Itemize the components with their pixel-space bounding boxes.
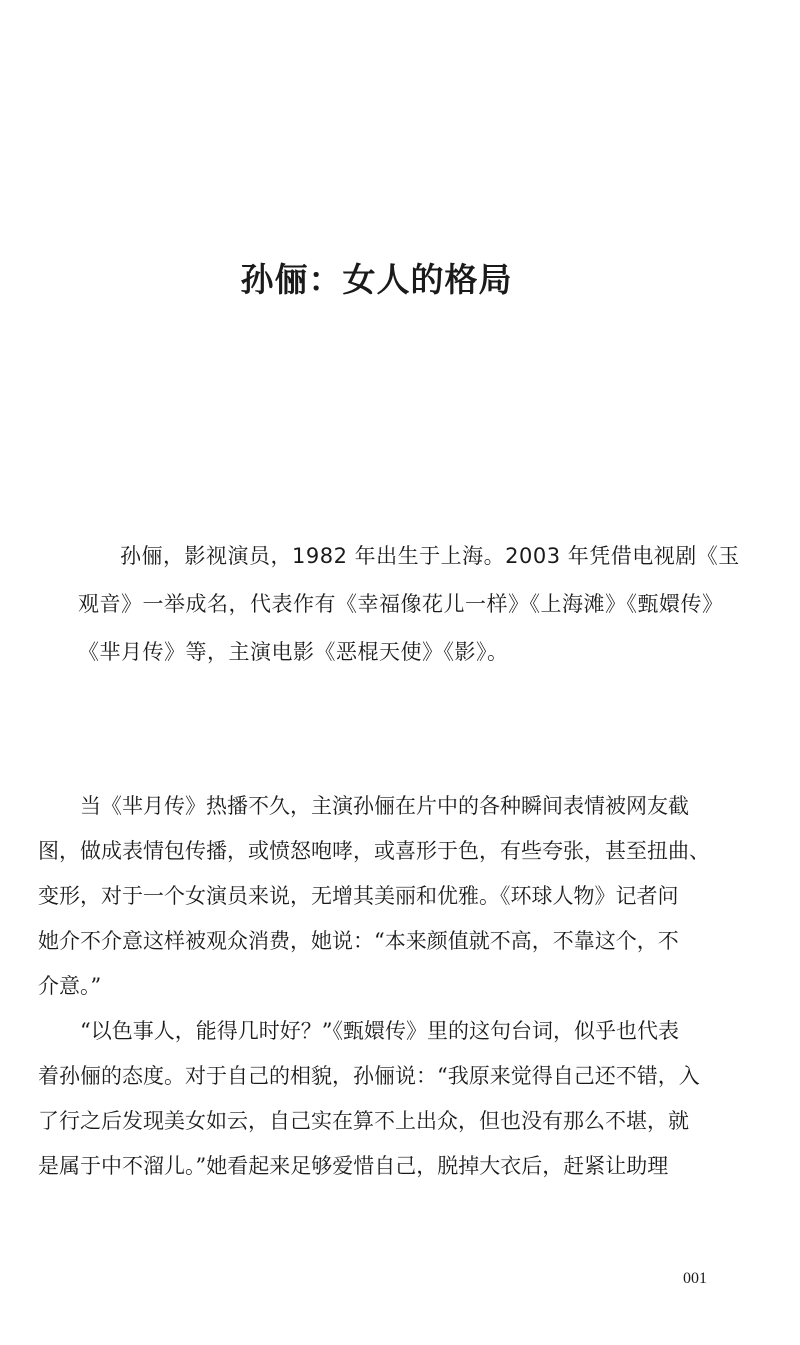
text-line: 当《芈月传》热播不久，主演孙俪在片中的各种瞬间表情被网友截 xyxy=(80,794,689,818)
author-intro xyxy=(78,532,740,676)
intro-line: 孙俪，影视演员，1982 年出生于上海。2003 年凭借电视剧《玉 xyxy=(120,544,740,568)
text-line: 是属于中不溜儿。”她看起来足够爱惜自己，脱掉大衣后，赶紧让助理 xyxy=(38,1154,669,1178)
paragraph xyxy=(38,784,738,1009)
text-line: 变形，对于一个女演员来说，无增其美丽和优雅。《环球人物》记者问 xyxy=(38,884,679,908)
chapter-title: 孙俪：女人的格局 xyxy=(240,260,513,299)
intro-line: 《芈月传》等，主演电影《恶棍天使》《影》。 xyxy=(78,640,509,664)
body-text xyxy=(38,784,738,1189)
paragraph xyxy=(38,1009,738,1189)
text-line: 了行之后发现美女如云，自己实在算不上出众，但也没有那么不堪，就 xyxy=(38,1109,689,1133)
page-number: 001 xyxy=(683,1270,707,1287)
text-line: 着孙俪的态度。对于自己的相貌，孙俪说：“我原来觉得自己还不错，入 xyxy=(38,1064,700,1088)
intro-line: 观音》一举成名，代表作有《幸福像花儿一样》《上海滩》《甄嬛传》 xyxy=(78,592,724,616)
text-line: 图，做成表情包传播，或愤怒咆哮，或喜形于色，有些夸张，甚至扭曲、 xyxy=(38,839,710,863)
text-line: 她介不介意这样被观众消费，她说：“本来颜值就不高，不靠这个，不 xyxy=(38,929,679,953)
text-line: 介意。” xyxy=(38,974,102,998)
text-line: “以色事人，能得几时好？”《甄嬛传》里的这句台词，似乎也代表 xyxy=(80,1019,679,1043)
